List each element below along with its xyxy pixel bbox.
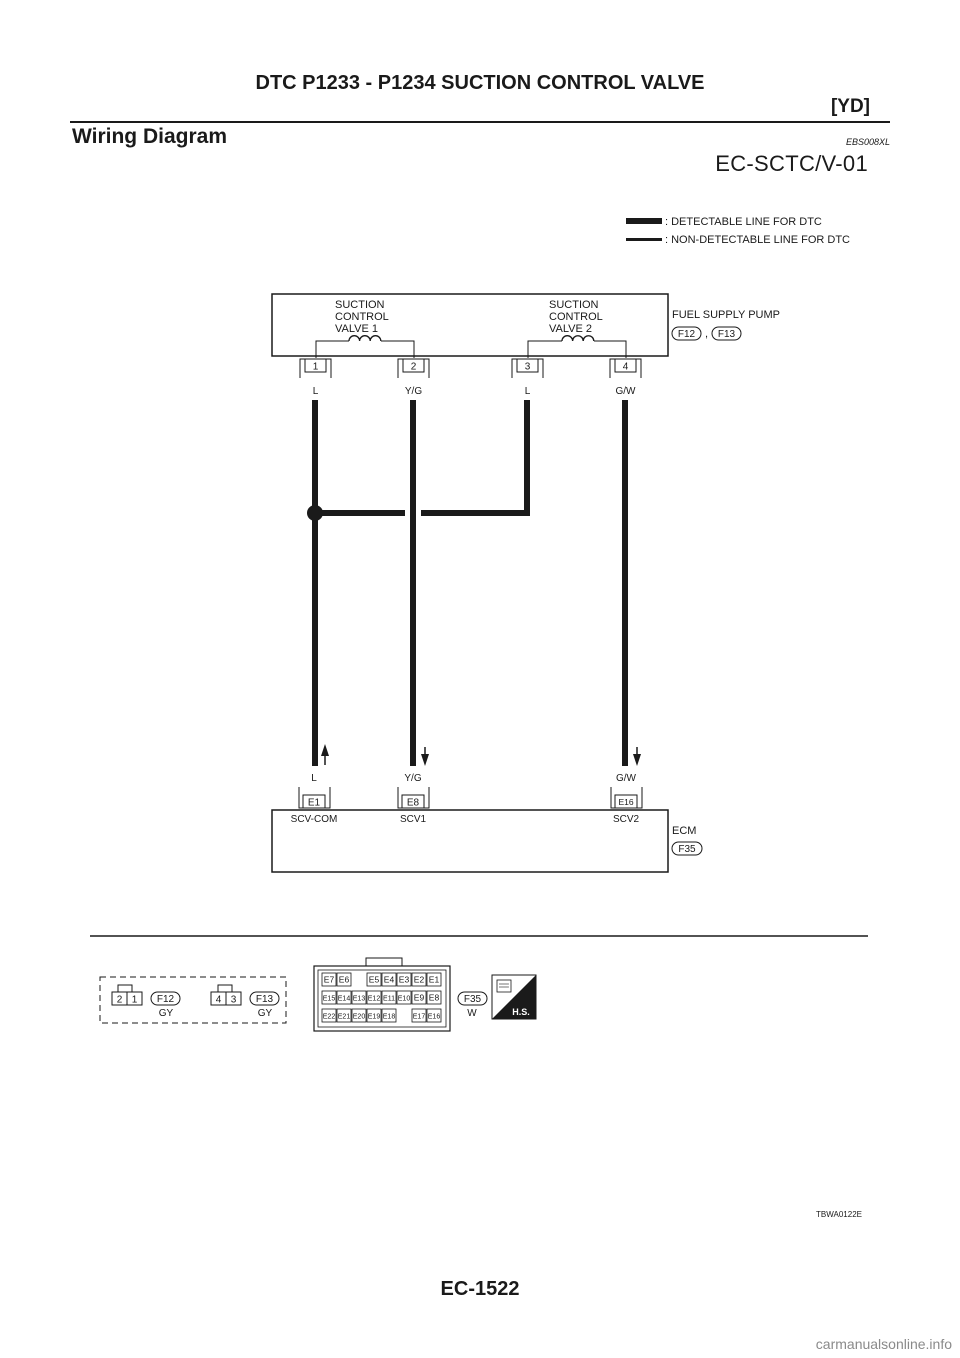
valve2-label-line2: CONTROL <box>549 311 603 323</box>
valve1-label-line3: VALVE 1 <box>335 323 379 335</box>
harness-side-icon <box>492 975 536 1019</box>
pump-pin-1: 1 <box>312 361 319 373</box>
section-code: EBS008XL <box>845 137 890 147</box>
f35-pin-label: E15 <box>322 995 336 1003</box>
f12-pin-2: 2 <box>116 994 123 1006</box>
f35-pin-label: E10 <box>397 995 411 1003</box>
pump-pin-2: 2 <box>410 361 417 373</box>
non-detectable-line-swatch <box>626 238 662 241</box>
pump-terminal-1 <box>300 359 331 397</box>
f35-pin-label: E5 <box>368 974 380 985</box>
pump-pin-3: 3 <box>524 361 531 373</box>
fuel-pump-name: FUEL SUPPLY PUMP <box>672 309 780 321</box>
ecm-terminal-e8 <box>398 773 429 825</box>
valve1-label-line1: SUCTION <box>335 299 385 311</box>
hs-label: H.S. <box>512 1007 530 1017</box>
f12-pin-1: 1 <box>131 994 138 1006</box>
f35-pin-label: E3 <box>398 974 410 985</box>
diagram-code: EC-SCTC/V-01 <box>715 151 868 176</box>
page-title: DTC P1233 - P1234 SUCTION CONTROL VALVE <box>255 72 705 94</box>
connector-id-f13: F13 <box>717 329 736 340</box>
pump-terminal-3 <box>512 359 543 397</box>
pump-wire-color-1: L <box>312 386 319 397</box>
ecm-pin-e16: E16 <box>618 797 634 807</box>
legend-non-detectable: : NON-DETECTABLE LINE FOR DTC <box>665 234 850 246</box>
pump-terminal-2 <box>398 359 429 397</box>
engine-code: [YD] <box>830 96 870 117</box>
f35-pin-label: E16 <box>427 1013 441 1021</box>
figure-id: TBWA0122E <box>816 1210 862 1219</box>
f13-color: GY <box>257 1008 273 1019</box>
f35-pin-label: E21 <box>337 1013 351 1021</box>
ecm-terminal-e1 <box>291 773 338 825</box>
ecm-wire-color-e16: G/W <box>616 773 636 784</box>
arrow-up-icon <box>321 744 329 756</box>
detectable-line-swatch <box>626 218 662 224</box>
splice-point <box>307 505 323 521</box>
pump-pin-4: 4 <box>622 361 629 373</box>
f13-pin-3: 3 <box>230 994 237 1006</box>
page-number: EC-1522 <box>440 1278 520 1300</box>
pump-wire-color-3: L <box>524 386 531 397</box>
f35-pin-label: E9 <box>413 992 425 1003</box>
f35-pin-label: E2 <box>413 974 425 985</box>
f35-pin-label: E18 <box>382 1013 396 1021</box>
valve1-label-line2: CONTROL <box>335 311 389 323</box>
pump-wire-color-4: G/W <box>615 386 636 397</box>
ecm-terminals <box>291 773 642 825</box>
fuel-supply-pump <box>272 294 780 358</box>
f35-pin-label: E13 <box>352 995 366 1003</box>
valve1-coil-icon <box>349 336 381 341</box>
pump-wire-color-2: Y/G <box>404 386 423 397</box>
signal-arrows <box>321 744 641 766</box>
arrow-down-icon <box>633 754 641 766</box>
arrow-down-icon <box>421 754 429 766</box>
watermark: carmanualsonline.info <box>815 1336 952 1352</box>
f35-pin-label: E8 <box>428 992 440 1003</box>
ecm-signal-scv-com: SCV-COM <box>290 814 338 825</box>
pump-terminals <box>300 359 641 397</box>
f35-pin-label: E7 <box>323 974 335 985</box>
valve2-label-line1: SUCTION <box>549 299 599 311</box>
legend <box>626 216 850 246</box>
f35-pin-label: E6 <box>338 974 350 985</box>
valve2-coil-icon <box>562 336 594 341</box>
ecm-signal-scv2: SCV2 <box>612 814 640 825</box>
ecm-signal-scv1: SCV1 <box>399 814 427 825</box>
ecm-wire-color-e1: L <box>311 773 317 784</box>
f35-pin-label: E1 <box>428 974 440 985</box>
f35-pin-grid <box>322 973 441 1022</box>
f35-view-id: F35 <box>463 994 482 1005</box>
f35-pin-label: E4 <box>383 974 395 985</box>
f35-pin-label: E12 <box>367 995 381 1003</box>
f12-color: GY <box>158 1008 174 1019</box>
f35-pin-label: E19 <box>367 1013 381 1021</box>
section-title: Wiring Diagram <box>72 125 227 148</box>
ecm-pin-e8: E8 <box>406 797 420 809</box>
f35-color: W <box>467 1008 477 1019</box>
f35-pin-label: E17 <box>412 1013 426 1021</box>
fuel-pump-box <box>272 294 668 356</box>
f13-pin-4: 4 <box>215 994 222 1006</box>
wires <box>307 400 625 766</box>
connector-id-f12: F12 <box>677 329 696 340</box>
f13-view-id: F13 <box>255 994 274 1005</box>
ecm-name: ECM <box>672 825 697 837</box>
legend-detectable: : DETECTABLE LINE FOR DTC <box>665 216 822 228</box>
ecm-terminal-e16 <box>611 773 642 825</box>
connector-separator: , <box>705 328 709 340</box>
wire-l-valve2 <box>421 400 527 513</box>
f35-pin-label: E11 <box>383 995 395 1003</box>
f35-pin-label: E14 <box>337 995 351 1003</box>
f35-pin-label: E22 <box>322 1013 336 1021</box>
ecm-wire-color-e8: Y/G <box>404 773 422 784</box>
connector-id-f35: F35 <box>678 844 696 855</box>
connector-view-f12-f13 <box>100 977 286 1023</box>
ecm-pin-e1: E1 <box>307 797 321 809</box>
f12-view-id: F12 <box>156 994 175 1005</box>
connector-view-f35 <box>314 958 487 1031</box>
pump-terminal-4 <box>610 359 641 397</box>
f35-pin-label: E20 <box>352 1013 366 1021</box>
valve2-label-line3: VALVE 2 <box>549 323 593 335</box>
